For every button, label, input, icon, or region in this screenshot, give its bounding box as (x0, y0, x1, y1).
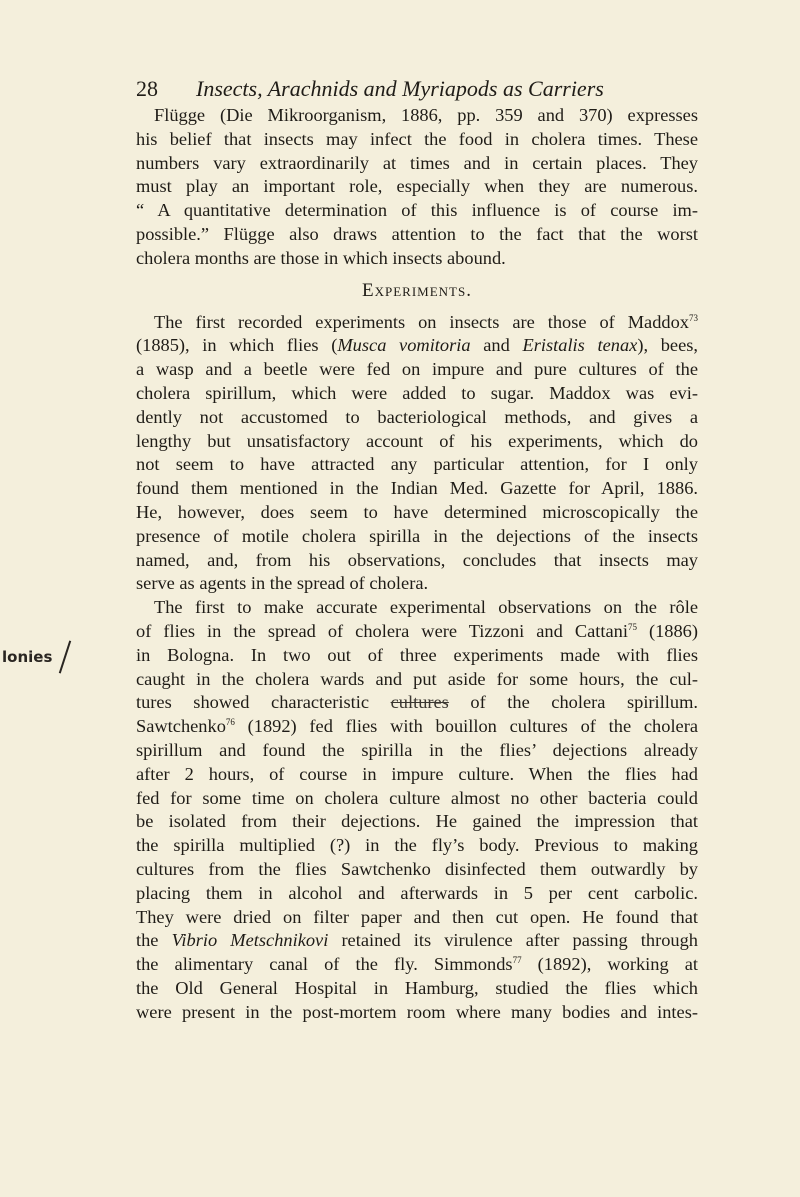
text-line: spirillum and found the spirilla in the flies’ dejections already (136, 739, 698, 760)
text-line: cholera spirillum, which were added to sugar. Maddox was evi- (136, 382, 698, 403)
body-text (136, 104, 698, 1024)
text-line: possible.” Flügge also draws attention to the fact that the worst (136, 223, 698, 244)
text-line: found them mentioned in the Indian Med. Gazette for April, 1886. (136, 478, 698, 499)
text-line: numbers vary extraordinarily at times and in certain places. They (136, 152, 698, 173)
text-line: in Bologna. In two out of three experiments made with flies (136, 644, 698, 665)
margin-annotation: lonies (2, 648, 53, 666)
text-line: presence of motile cholera spirilla in the dejections of the insects (136, 525, 698, 546)
text-line: The first to make accurate experimental observations on the rôle (154, 597, 698, 618)
text-line: not seem to have attracted any particular attention, for I only (136, 454, 698, 475)
text-line: the Vibrio Metschnikovi retained its virulence after passing through (136, 930, 698, 951)
footnote-ref: 76 (225, 717, 235, 728)
footnote-ref: 75 (627, 621, 637, 632)
text-line: cultures from the flies Sawtchenko disinfected them outwardly by (136, 858, 698, 879)
footnote-ref: 77 (512, 955, 522, 966)
text-line: the spirilla multiplied (?) in the fly’s body. Previous to making (136, 835, 698, 856)
text-line: were present in the post-mortem room where many bodies and intes- (136, 1001, 698, 1022)
text-line: must play an important role, especially when they are numerous. (136, 176, 698, 197)
text-line: placing them in alcohol and afterwards in 5 per cent carbolic. (136, 882, 698, 903)
running-header (136, 76, 696, 102)
section-heading: Experiments. (362, 279, 472, 301)
text-line: serve as agents in the spread of cholera. (136, 573, 429, 594)
text-line: Flügge (Die Mikroorganism, 1886, pp. 359 and 370) expresses (154, 105, 698, 125)
text-line: a wasp and a beetle were fed on impure and pure cultures of the (136, 359, 698, 380)
text-line: his belief that insects may infect the food in cholera times. These (136, 128, 698, 149)
running-title: Insects, Arachnids and Myriapods as Carriers (196, 76, 604, 101)
text-line: The first recorded experiments on insects are those of Maddox$^{73}$ (154, 311, 698, 332)
text-line: caught in the cholera wards and put aside for some hours, the cul- (136, 668, 698, 689)
species-name: Musca vomitoria (337, 335, 471, 356)
margin-annotation-mark (59, 641, 71, 674)
page-number: 28 (136, 76, 158, 101)
text-line: (1885), in which flies (Musca vomitoria and Eristalis tenax), bees, (136, 335, 698, 356)
text-line: named, and, from his observations, concludes that insects may (136, 549, 698, 570)
struck-word: cultures (390, 692, 449, 713)
text-line: fed for some time on cholera culture almost no other bacteria could (136, 787, 698, 808)
text-line: the alimentary canal of the fly. Simmonds$^{77}$ (1892), working at (136, 954, 698, 975)
text-line: cholera months are those in which insects abound. (136, 247, 506, 268)
text-line: He, however, does seem to have determined microscopically the (136, 501, 698, 522)
text-line: lengthy but unsatisfactory account of his experiments, which do (136, 430, 698, 451)
footnote-ref: 73 (688, 312, 698, 323)
text-line: They were dried on filter paper and then cut open. He found that (136, 906, 698, 927)
text-line: after 2 hours, of course in impure culture. When the flies had (136, 763, 698, 784)
text-line: dently not accustomed to bacteriological methods, and gives a (136, 406, 698, 427)
species-name: Eristalis tenax (522, 335, 638, 356)
text-line: Sawtchenko$^{76}$ (1892) fed flies with bouillon cultures of the cholera (136, 716, 698, 737)
text-line: be isolated from their dejections. He gained the impression that (136, 811, 698, 832)
text-line: the Old General Hospital in Hamburg, studied the flies which (136, 977, 698, 998)
text-line: “ A quantitative determination of this influence is of course im- (136, 200, 698, 221)
text-line: tures showed characteristic cultures of the cholera spirillum. (136, 692, 698, 713)
text-line: of flies in the spread of cholera were Tizzoni and Cattani$^{75}$ (1886) (136, 620, 698, 641)
species-name: Vibrio Metschnikovi (171, 930, 329, 951)
